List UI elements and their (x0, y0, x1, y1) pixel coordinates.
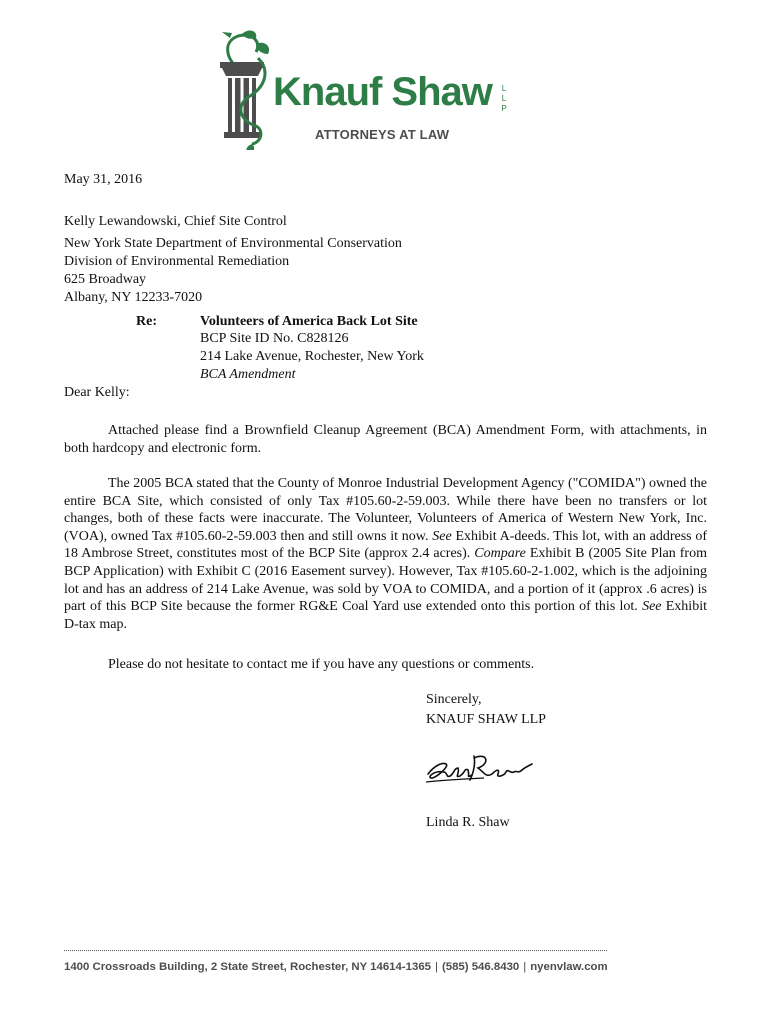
closing-firm: KNAUF SHAW LLP (426, 712, 546, 727)
footer-divider (64, 950, 607, 951)
re-label: Re: (136, 314, 157, 329)
valediction: Sincerely, (426, 692, 482, 707)
footer-separator: | (523, 961, 527, 973)
see-reference-1: See (432, 528, 452, 544)
re-title: Volunteers of America Back Lot Site (200, 314, 418, 329)
footer-contact (64, 961, 608, 973)
footer-web: nyenvlaw.com (530, 961, 608, 973)
signer-name: Linda R. Shaw (426, 815, 510, 830)
paragraph-1-text: Attached please find a Brownfield Cleanup Agreement (BCA) Amendment Form, with attachments, in both hardcopy and electronic form. (64, 423, 707, 456)
footer-separator: | (435, 961, 438, 973)
recipient-street: 625 Broadway (64, 272, 147, 287)
footer-phone: (585) 546.8430 (441, 961, 520, 973)
re-site-id: BCP Site ID No. C828126 (200, 331, 349, 346)
body-paragraph-2 (64, 475, 707, 633)
recipient-name: Kelly Lewandowski, Chief Site Control (64, 214, 287, 229)
paragraph-2-text-d: Exhibit D-tax map. (64, 599, 707, 632)
paragraph-3-text: Please do not hesitate to contact me if you have any questions or comments. (108, 657, 535, 672)
firm-name: Knauf Shaw (273, 70, 492, 114)
compare-reference: Compare (474, 546, 526, 562)
re-subject: BCA Amendment (200, 367, 296, 382)
firm-tagline: ATTORNEYS AT LAW (315, 127, 450, 142)
recipient-division: Division of Environmental Remediation (64, 254, 290, 269)
footer-address: 1400 Crossroads Building, 2 State Street, Rochester, NY 14614-1365 (64, 961, 431, 973)
recipient-city: Albany, NY 12233-7020 (64, 290, 203, 305)
paragraph-2-text-c: Exhibit B (2005 Site Plan from BCP Application) with Exhibit C (2016 Easement survey). However, Tax #105.60-2-1.002, which is the adjoining lot and has an address of 214 Lake Avenue, was sold by VOA to COMIDA, and a portion of it (approx .6 acres) is part of this BCP Site because the former RG&E Coal Yard use extended onto this portion of this lot. (64, 546, 707, 615)
body-paragraph-3 (64, 656, 707, 674)
see-reference-2: See (642, 599, 662, 615)
salutation: Dear Kelly: (64, 385, 130, 400)
body-paragraph-1 (64, 422, 707, 457)
paragraph-2-text-a: The 2005 BCA stated that the County of Monroe Industrial Development Agency ("COMIDA") owned the entire BCA Site, which consisted of only Tax #105.60-2-59.003. While there have been no transfers or lot changes, both of these facts were inaccurate. The Volunteer, Volunteers of America of Western New York, Inc. (VOA), owned Tax #105.60-2-59.003 then and still owns it now. (64, 476, 707, 544)
paragraph-2-text-b: Exhibit A-deeds. This lot, with an address of 18 Ambrose Street, constitutes most of the BCP Site (approx 2.4 acres). (64, 528, 708, 562)
column-icon (220, 31, 269, 150)
signature-image (424, 748, 536, 788)
firm-llp: LLP (501, 84, 507, 113)
re-address: 214 Lake Avenue, Rochester, New York (200, 349, 424, 364)
recipient-org: New York State Department of Environmental Conservation (64, 236, 402, 251)
letter-date: May 31, 2016 (64, 172, 143, 187)
